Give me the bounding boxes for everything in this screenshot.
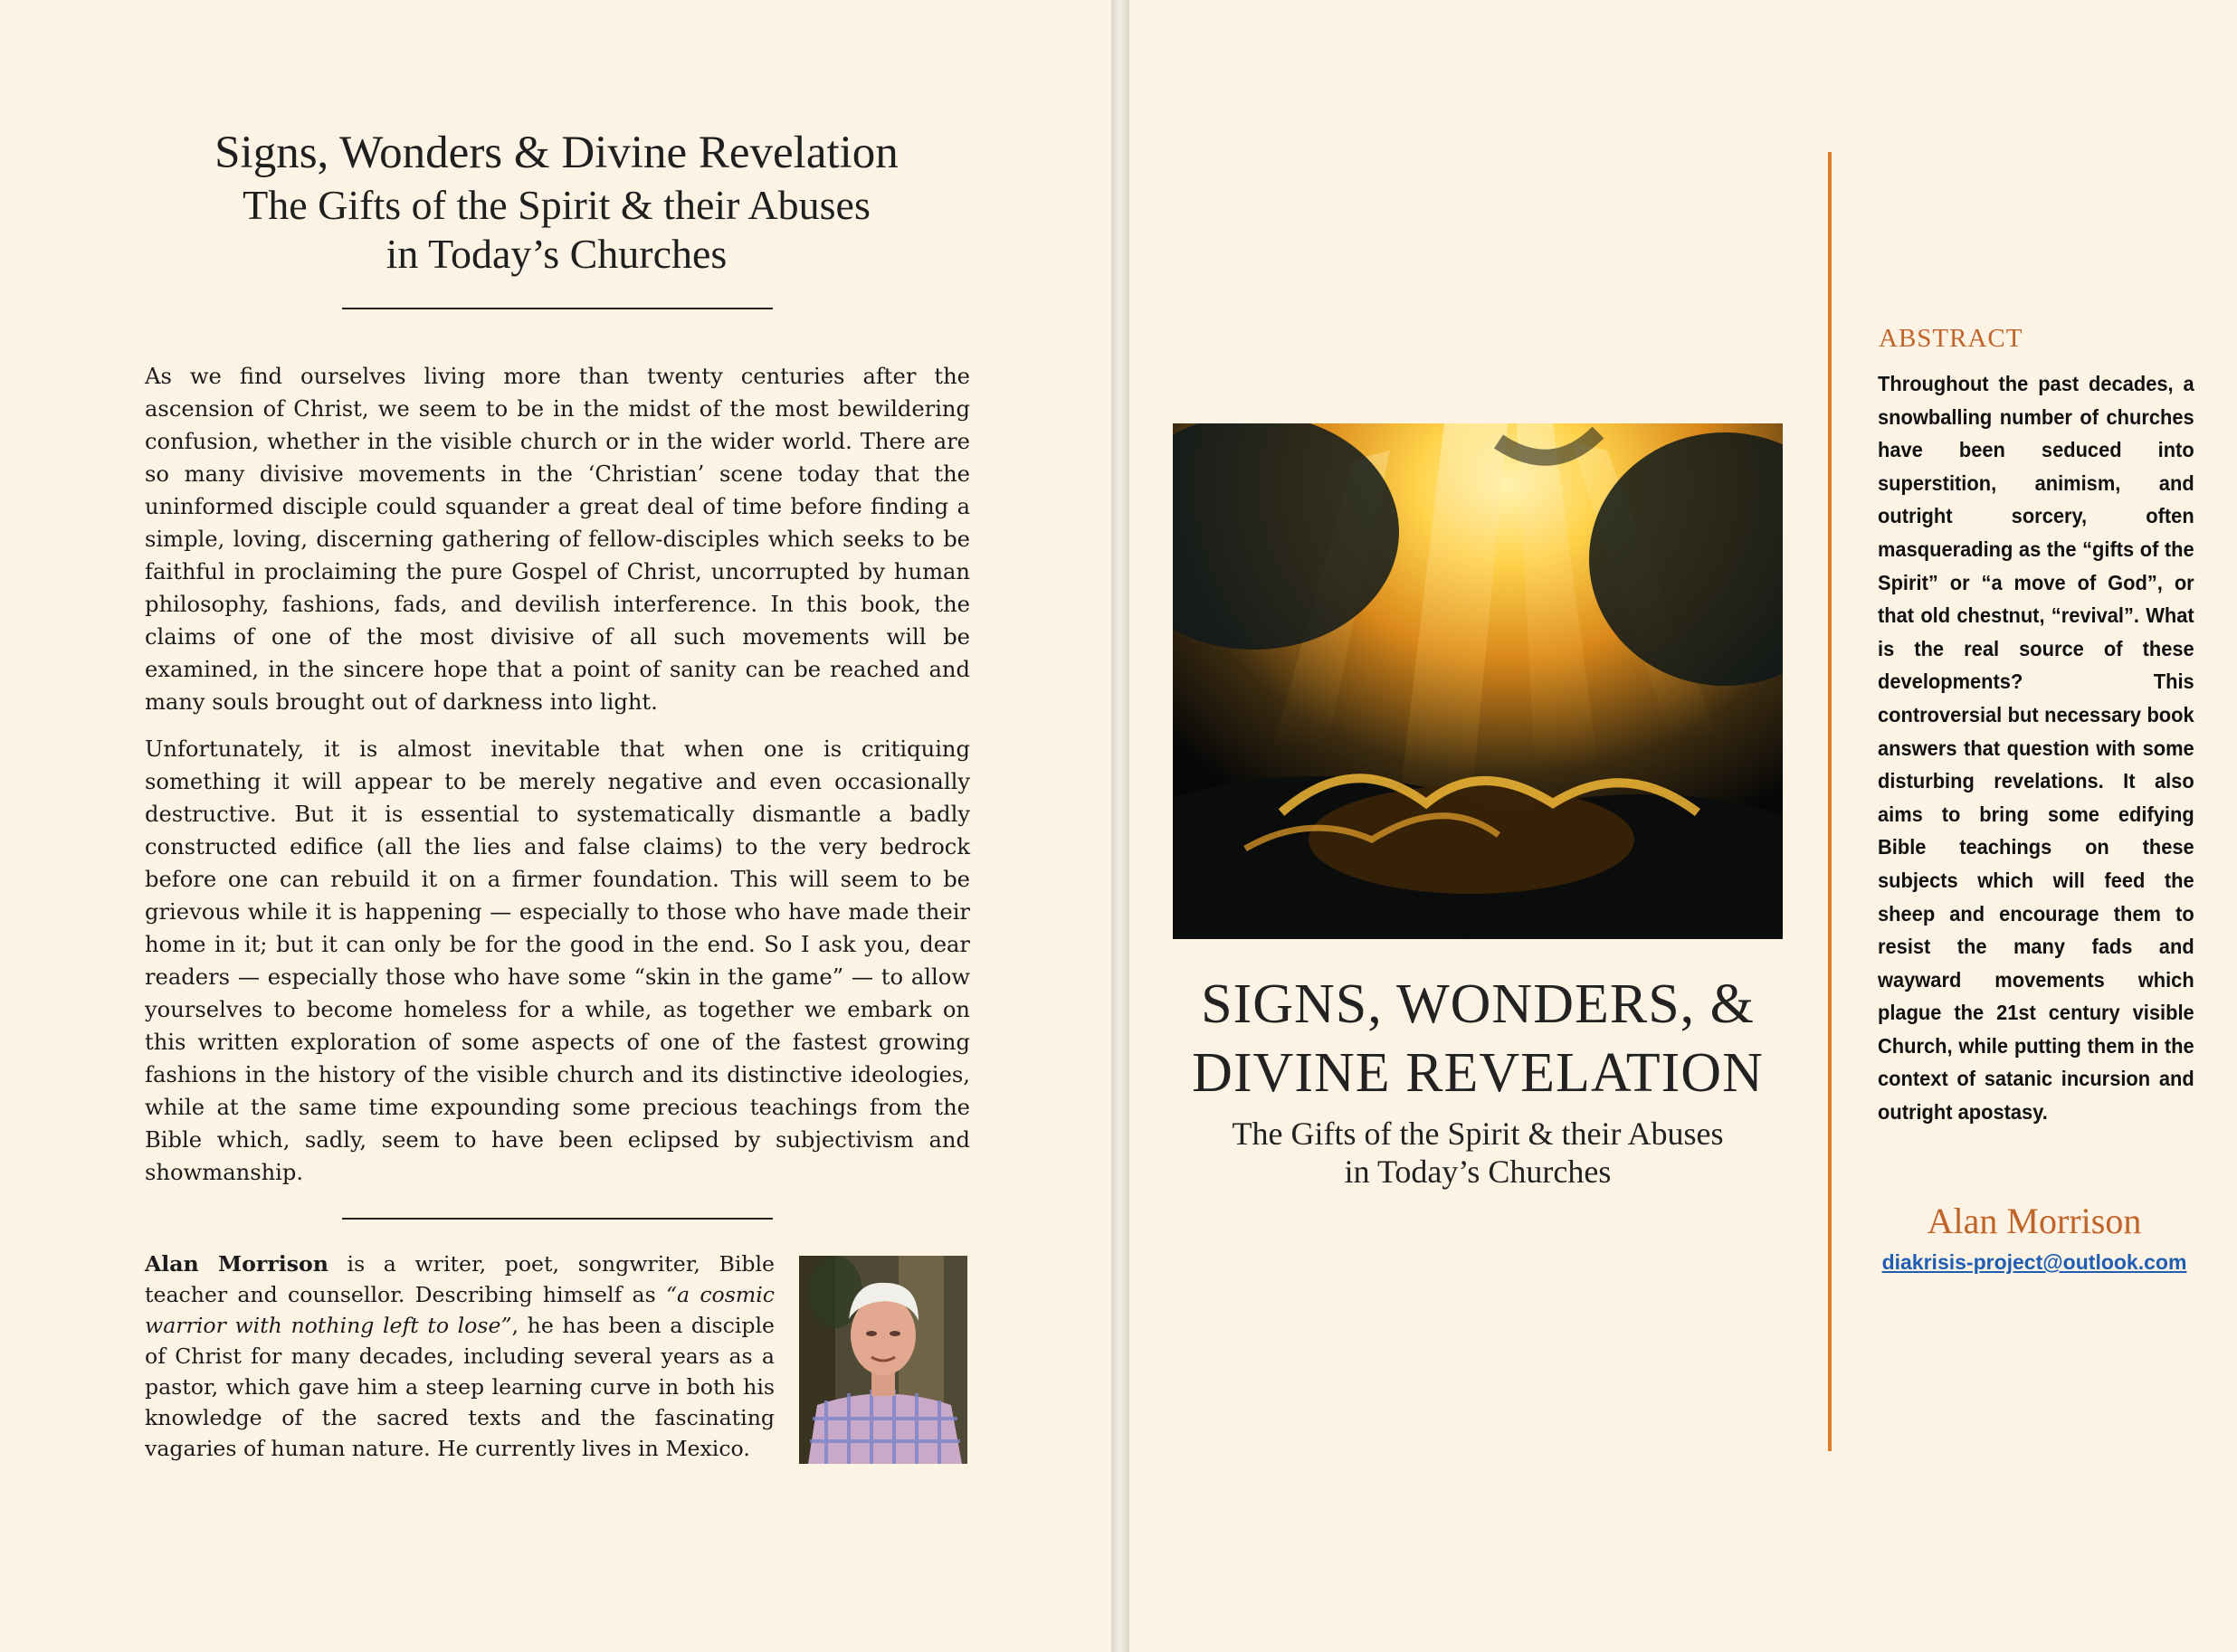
- back-subtitle: The Gifts of the Spirit & their Abuses: [243, 182, 871, 228]
- back-title: Signs, Wonders & Divine Revelation: [214, 128, 899, 178]
- cover-sky-illustration: [1173, 423, 1783, 939]
- intro-paragraph: [145, 360, 970, 718]
- vertical-accent-rule: [1828, 152, 1832, 1451]
- divider: [342, 1218, 773, 1220]
- cover-title-line1: SIGNS, WONDERS, &: [1201, 973, 1755, 1035]
- bio-text: is a writer, poet, songwriter, Bible teacher and counsellor. Describing himself as: [145, 1251, 775, 1307]
- author-email-link[interactable]: diakrisis-project@outlook.com: [1881, 1250, 2187, 1274]
- left-page: [0, 0, 1111, 1652]
- author-photo-illustration: [799, 1256, 967, 1464]
- bio-text-continued: , he has been a disciple of Christ for many decades, including several years as a pastor, which gave him a steep learning curve in both his knowledge of the sacred texts and the fascinating vagaries of human nature. He currently lives in Mexico.: [145, 1313, 775, 1461]
- intro-paragraph: [145, 733, 970, 1189]
- book-spine-gutter: [1111, 0, 1129, 1652]
- abstract-heading: ABSTRACT: [1879, 324, 2023, 353]
- abstract-text: Throughout the past decades, a snowballing number of churches have been seduced into superstition, animism, and outright sorcery, often masquerading as the “gifts of the Spirit” or “a move of God”, or that old chestnut, “revival”. What is the real source of these developments? This controversial but necessary book answers that question with some disturbing revelations. It also aims to bring some edifying Bible teachings on these subjects which will feed the sheep and encourage them to resist the many fads and wayward movements which plague the 21st century visible Church, while putting them in the context of satanic incursion and outright apostasy.: [1878, 372, 2194, 1125]
- cover-author-name: Alan Morrison: [1927, 1201, 2142, 1241]
- bio-quote: “a cosmic warrior with nothing left to lose”: [145, 1282, 775, 1338]
- cover-title-block: [1157, 970, 1799, 1191]
- back-subtitle-line2: in Today’s Churches: [386, 231, 728, 277]
- cover-image-sun-rays: [1173, 423, 1783, 939]
- author-bio: [145, 1248, 775, 1464]
- right-page: [1129, 0, 2237, 1652]
- cover-subtitle-line1: The Gifts of the Spirit & their Abuses: [1232, 1116, 1724, 1152]
- intro-paragraph-1: As we find ourselves living more than twenty centuries after the ascension of Christ, we seem to be in the midst of the most bewildering confusion, whether in the visible church or in the wider world. There are so many divisive movements in the ‘Christian’ scene today that the uninformed disciple could squander a great deal of time before finding a simple, loving, discerning gathering of fellow-disciples which seeks to be faithful in proclaiming the pure Gospel of Christ, uncorrupted by human philosophy, fashions, fads, and devilish interference. In this book, the claims of one of the most divisive of all such movements will be examined, in the sincere hope that a point of sanity can be reached and many souls brought out of darkness into light.: [145, 364, 970, 715]
- author-photo: [799, 1256, 967, 1464]
- cover-subtitle-line2: in Today’s Churches: [1344, 1154, 1612, 1190]
- back-title-block: [136, 125, 977, 279]
- intro-paragraph-2: Unfortunately, it is almost inevitable that when one is critiquing something it will appear to be merely negative and even occasionally destructive. But it is essential to systematically dismantle a badly constructed edifice (all the lies and false claims) to the very bedrock before one can rebuild it on a firmer foundation. This will seem to be grievous while it is happening — especially to those who have made their home in it; but it can only be for the good in the end. So I ask you, dear readers — especially those who have some “skin in the game” — to allow yourselves to become homeless for a while, as together we embark on this written exploration of some aspects of one of the fastest growing fashions in the history of the visible church and its distinctive ideologies, while at the same time expounding some precious teachings from the Bible which, sadly, seem to have been eclipsed by subjectivism and showmanship.: [145, 736, 970, 1185]
- divider: [342, 308, 773, 309]
- cover-title-line2: DIVINE REVELATION: [1192, 1042, 1764, 1104]
- bio-author-name: Alan Morrison: [145, 1251, 328, 1277]
